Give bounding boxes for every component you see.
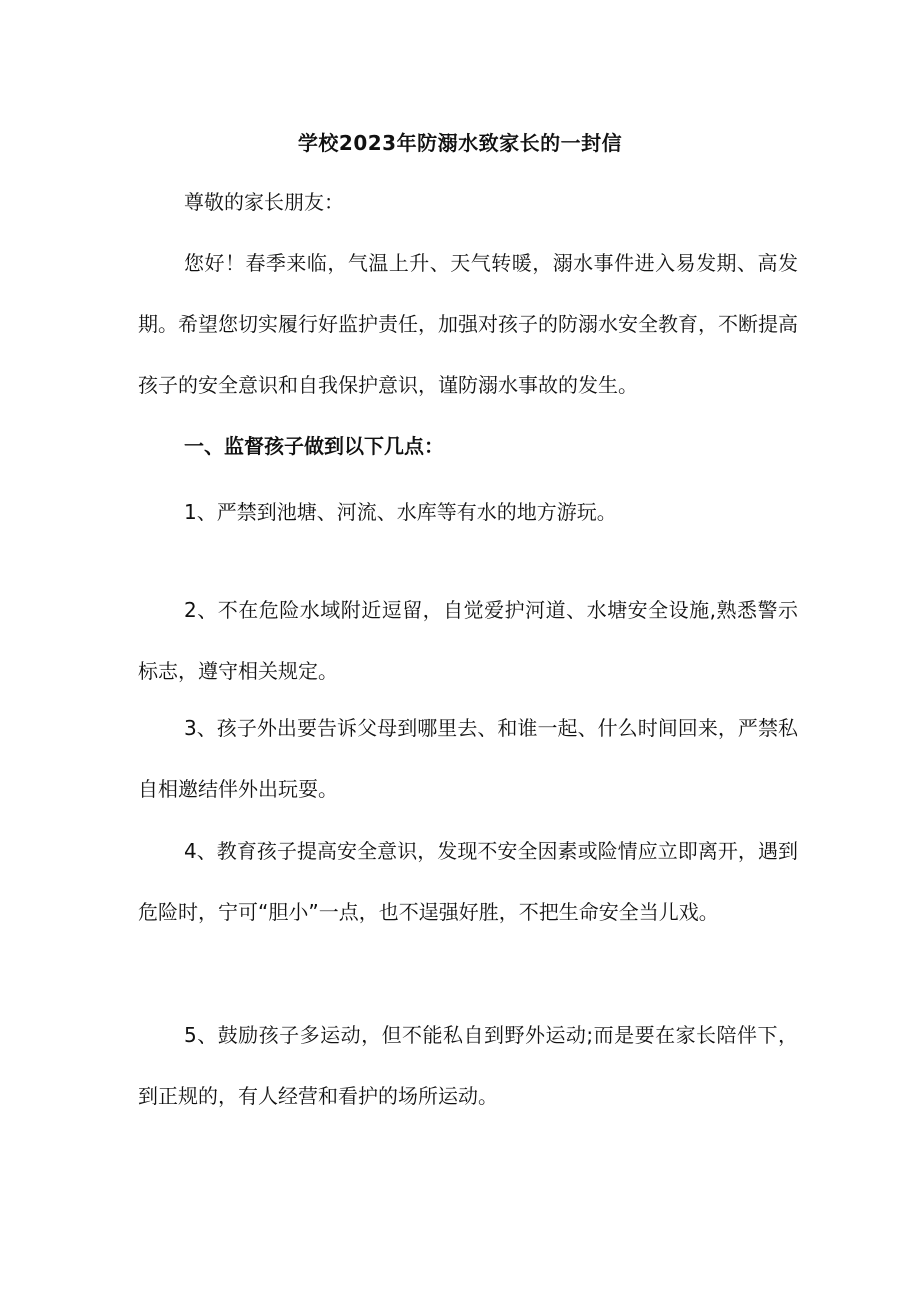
list-item-3: 3、孩子外出要告诉父母到哪里去、和谁一起、什么时间回来，严禁私自相邀结伴外出玩耍。 bbox=[138, 716, 798, 801]
list-item-4: 4、教育孩子提高安全意识，发现不安全因素或险情应立即离开，遇到危险时，宁可“胆小”一点，也不逞强好胜，不把生命安全当儿戏。 bbox=[138, 839, 798, 924]
list-item-2: 2、不在危险水域附近逗留，自觉爱护河道、水塘安全设施,熟悉警示标志，遵守相关规定。 bbox=[138, 598, 798, 683]
list-item-5: 5、鼓励孩子多运动，但不能私自到野外运动;而是要在家长陪伴下，到正规的，有人经营和看护的场所运动。 bbox=[138, 1023, 798, 1108]
section-heading: 一、监督孩子做到以下几点： bbox=[184, 434, 444, 458]
document-title: 学校2023年防溺水致家长的一封信 bbox=[297, 131, 623, 155]
salutation: 尊敬的家长朋友： bbox=[184, 190, 344, 214]
list-item-1: 1、严禁到池塘、河流、水库等有水的地方游玩。 bbox=[184, 500, 617, 524]
intro-paragraph: 您好！春季来临，气温上升、天气转暖，溺水事件进入易发期、高发期。希望您切实履行好监护责任，加强对孩子的防溺水安全教育，不断提高孩子的安全意识和自我保护意识，谨防溺水事故的发生。 bbox=[138, 251, 798, 397]
